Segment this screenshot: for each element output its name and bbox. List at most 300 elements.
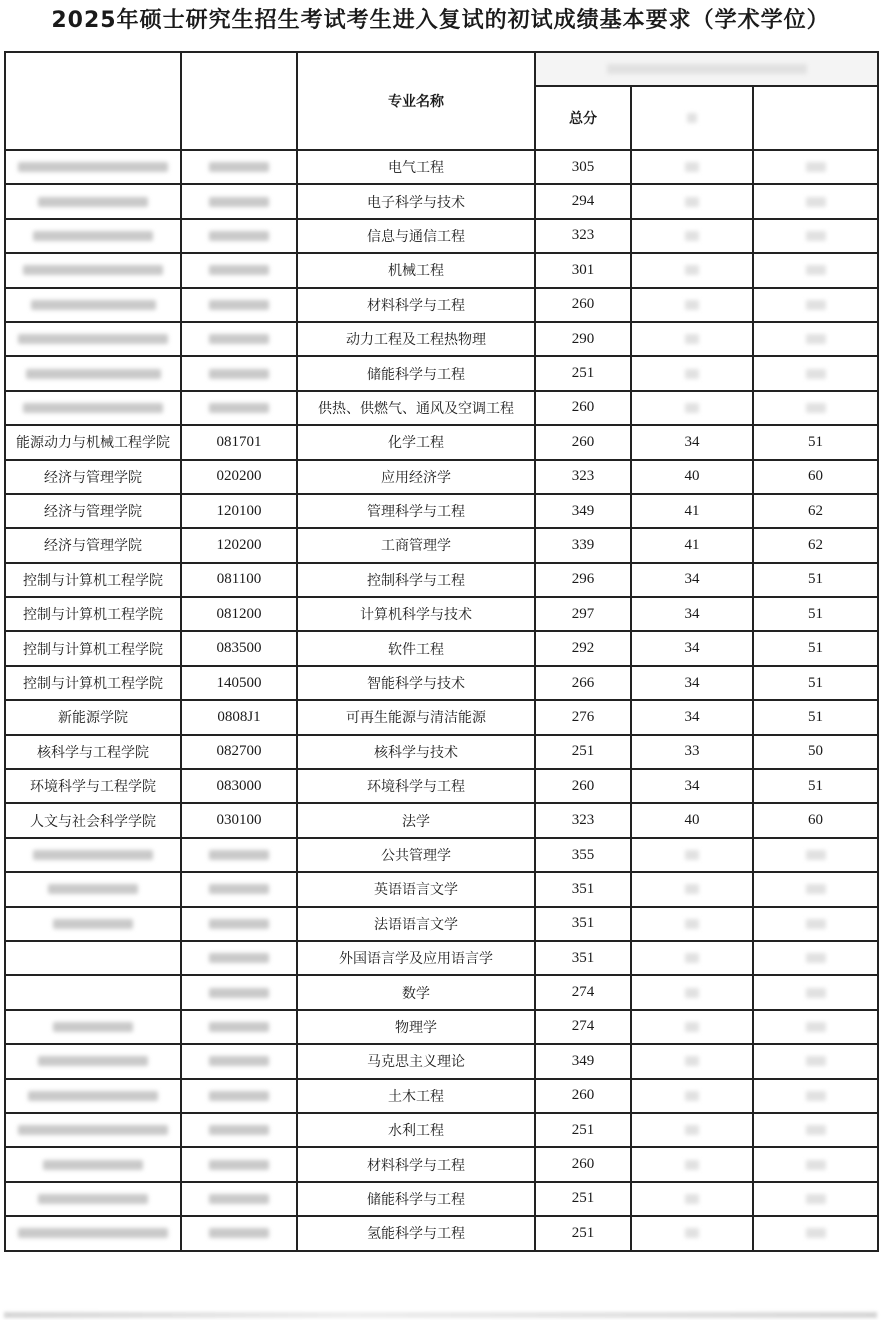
major-code-cell <box>181 1147 297 1181</box>
subject-score-1-cell <box>631 288 753 322</box>
table-row <box>5 1010 878 1044</box>
subject-score-2-cell <box>753 1216 878 1250</box>
major-name-cell: 应用经济学 <box>297 460 535 494</box>
cut-off-row <box>4 1312 877 1318</box>
college-cell <box>5 356 181 390</box>
redacted-mark <box>53 1022 133 1032</box>
major-code-cell <box>181 1079 297 1113</box>
subject-score-1-cell: 34 <box>631 666 753 700</box>
redacted-mark <box>685 369 699 379</box>
table-row <box>5 528 878 562</box>
major-code-cell <box>181 1010 297 1044</box>
redacted-mark <box>209 1228 269 1238</box>
redacted-mark <box>685 197 699 207</box>
college-cell: 控制与计算机工程学院 <box>5 597 181 631</box>
college-cell <box>5 838 181 872</box>
subject-score-2-cell: 51 <box>753 769 878 803</box>
redacted-mark <box>26 369 161 379</box>
major-code-cell: 120200 <box>181 528 297 562</box>
college-cell <box>5 219 181 253</box>
redacted-mark <box>806 1056 826 1066</box>
major-code-cell <box>181 872 297 906</box>
college-cell: 经济与管理学院 <box>5 528 181 562</box>
table-row <box>5 494 878 528</box>
major-name-cell: 储能科学与工程 <box>297 1182 535 1216</box>
major-code-cell <box>181 975 297 1009</box>
redacted-mark <box>685 300 699 310</box>
college-cell <box>5 1147 181 1181</box>
header-major-name: 专业名称 <box>297 52 535 150</box>
redacted-mark <box>28 1091 158 1101</box>
major-code-cell: 082700 <box>181 735 297 769</box>
redacted-mark <box>43 1160 143 1170</box>
table-row <box>5 563 878 597</box>
subject-score-1-cell <box>631 975 753 1009</box>
major-name-cell: 动力工程及工程热物理 <box>297 322 535 356</box>
redacted-mark <box>685 1194 699 1204</box>
major-code-cell: 081100 <box>181 563 297 597</box>
major-name-cell: 材料科学与工程 <box>297 288 535 322</box>
subject-score-2-cell <box>753 1182 878 1216</box>
subject-score-2-cell <box>753 1010 878 1044</box>
major-code-cell <box>181 356 297 390</box>
table-row <box>5 1113 878 1147</box>
redacted-mark <box>209 988 269 998</box>
redacted-mark <box>38 1194 148 1204</box>
table-row <box>5 941 878 975</box>
major-name-cell: 物理学 <box>297 1010 535 1044</box>
header-row-top <box>5 52 878 86</box>
total-score-cell: 351 <box>535 907 631 941</box>
major-code-cell <box>181 253 297 287</box>
total-score-cell: 260 <box>535 1079 631 1113</box>
college-cell <box>5 1113 181 1147</box>
subject-score-1-cell: 41 <box>631 494 753 528</box>
redacted-mark <box>806 1228 826 1238</box>
college-cell <box>5 253 181 287</box>
total-score-cell: 260 <box>535 288 631 322</box>
redacted-mark <box>209 300 269 310</box>
major-code-cell <box>181 1216 297 1250</box>
redacted-mark <box>53 919 133 929</box>
subject-score-2-cell <box>753 219 878 253</box>
redacted-mark <box>806 1125 826 1135</box>
college-cell <box>5 184 181 218</box>
redacted-mark <box>806 884 826 894</box>
table-row <box>5 1079 878 1113</box>
table-row <box>5 1044 878 1078</box>
college-cell <box>5 1079 181 1113</box>
total-score-cell: 296 <box>535 563 631 597</box>
header-subject-1 <box>631 86 753 150</box>
college-cell <box>5 975 181 1009</box>
redacted-mark <box>18 162 168 172</box>
subject-score-2-cell: 60 <box>753 803 878 837</box>
major-name-cell: 化学工程 <box>297 425 535 459</box>
subject-score-1-cell: 34 <box>631 631 753 665</box>
redacted-mark <box>209 850 269 860</box>
college-cell <box>5 872 181 906</box>
subject-score-2-cell: 51 <box>753 425 878 459</box>
major-code-cell: 0808J1 <box>181 700 297 734</box>
redacted-mark <box>685 334 699 344</box>
major-name-cell: 可再生能源与清洁能源 <box>297 700 535 734</box>
table-body <box>5 150 878 1251</box>
subject-score-1-cell: 40 <box>631 803 753 837</box>
major-code-cell <box>181 322 297 356</box>
redacted-mark <box>685 1160 699 1170</box>
college-cell: 经济与管理学院 <box>5 460 181 494</box>
redacted-mark <box>685 919 699 929</box>
redacted-mark <box>685 403 699 413</box>
major-code-cell <box>181 184 297 218</box>
table-row <box>5 322 878 356</box>
college-cell: 能源动力与机械工程学院 <box>5 425 181 459</box>
total-score-cell: 292 <box>535 631 631 665</box>
table-row <box>5 803 878 837</box>
subject-score-2-cell: 51 <box>753 563 878 597</box>
total-score-cell: 260 <box>535 391 631 425</box>
major-code-cell <box>181 219 297 253</box>
subject-score-2-cell <box>753 1113 878 1147</box>
redacted-mark <box>806 1091 826 1101</box>
subject-score-2-cell <box>753 322 878 356</box>
redacted-mark <box>685 988 699 998</box>
subject-score-1-cell: 33 <box>631 735 753 769</box>
score-table <box>4 51 879 1252</box>
redacted-mark <box>209 1160 269 1170</box>
college-cell <box>5 322 181 356</box>
major-name-cell: 水利工程 <box>297 1113 535 1147</box>
subject-score-2-cell: 62 <box>753 494 878 528</box>
subject-score-1-cell <box>631 322 753 356</box>
major-code-cell <box>181 391 297 425</box>
major-name-cell: 核科学与技术 <box>297 735 535 769</box>
major-code-cell: 083500 <box>181 631 297 665</box>
subject-score-1-cell <box>631 150 753 184</box>
major-name-cell: 数学 <box>297 975 535 1009</box>
total-score-cell: 260 <box>535 769 631 803</box>
subject-score-2-cell <box>753 253 878 287</box>
major-name-cell: 材料科学与工程 <box>297 1147 535 1181</box>
subject-score-1-cell: 34 <box>631 425 753 459</box>
redacted-mark <box>806 403 826 413</box>
redacted-mark <box>685 884 699 894</box>
major-name-cell: 智能科学与技术 <box>297 666 535 700</box>
total-score-cell: 266 <box>535 666 631 700</box>
subject-score-1-cell: 34 <box>631 700 753 734</box>
total-score-cell: 301 <box>535 253 631 287</box>
total-score-cell: 276 <box>535 700 631 734</box>
major-code-cell: 120100 <box>181 494 297 528</box>
major-code-cell: 083000 <box>181 769 297 803</box>
subject-score-2-cell <box>753 356 878 390</box>
redacted-mark <box>806 265 826 275</box>
table-row <box>5 735 878 769</box>
major-name-cell: 软件工程 <box>297 631 535 665</box>
redacted-mark <box>685 850 699 860</box>
redacted-mark <box>18 1125 168 1135</box>
total-score-cell: 251 <box>535 1182 631 1216</box>
redacted-mark <box>685 1125 699 1135</box>
major-name-cell: 氢能科学与工程 <box>297 1216 535 1250</box>
college-cell <box>5 391 181 425</box>
table-row <box>5 356 878 390</box>
major-code-cell: 081701 <box>181 425 297 459</box>
subject-score-2-cell <box>753 941 878 975</box>
redacted-mark <box>685 265 699 275</box>
major-name-cell: 控制科学与工程 <box>297 563 535 597</box>
total-score-cell: 251 <box>535 1113 631 1147</box>
redacted-mark <box>209 1125 269 1135</box>
table-row <box>5 253 878 287</box>
redacted-mark <box>806 953 826 963</box>
redacted-mark <box>806 162 826 172</box>
redacted-mark <box>806 1160 826 1170</box>
redacted-mark <box>806 300 826 310</box>
redacted-mark <box>209 1022 269 1032</box>
total-score-cell: 323 <box>535 460 631 494</box>
redacted-mark <box>38 197 148 207</box>
subject-score-1-cell <box>631 907 753 941</box>
redacted-mark <box>209 884 269 894</box>
redacted-mark <box>685 231 699 241</box>
college-cell <box>5 1010 181 1044</box>
major-name-cell: 储能科学与工程 <box>297 356 535 390</box>
total-score-cell: 351 <box>535 941 631 975</box>
subject-score-1-cell: 34 <box>631 597 753 631</box>
subject-score-1-cell <box>631 253 753 287</box>
major-name-cell: 土木工程 <box>297 1079 535 1113</box>
redacted-mark <box>209 334 269 344</box>
subject-score-2-cell <box>753 838 878 872</box>
major-name-cell: 电子科学与技术 <box>297 184 535 218</box>
total-score-cell: 260 <box>535 1147 631 1181</box>
subject-score-2-cell <box>753 150 878 184</box>
subject-score-2-cell: 51 <box>753 631 878 665</box>
major-code-cell <box>181 907 297 941</box>
college-cell <box>5 288 181 322</box>
total-score-cell: 274 <box>535 1010 631 1044</box>
total-score-cell: 274 <box>535 975 631 1009</box>
major-code-cell: 030100 <box>181 803 297 837</box>
header-college <box>5 52 181 150</box>
table-row <box>5 1147 878 1181</box>
redacted-mark <box>209 919 269 929</box>
major-name-cell: 环境科学与工程 <box>297 769 535 803</box>
total-score-cell: 349 <box>535 494 631 528</box>
major-name-cell: 信息与通信工程 <box>297 219 535 253</box>
table-row <box>5 184 878 218</box>
major-name-cell: 英语语言文学 <box>297 872 535 906</box>
subject-score-2-cell: 51 <box>753 700 878 734</box>
major-name-cell: 管理科学与工程 <box>297 494 535 528</box>
table-row <box>5 391 878 425</box>
subject-score-2-cell <box>753 1079 878 1113</box>
major-code-cell <box>181 1182 297 1216</box>
major-name-cell: 供热、供燃气、通风及空调工程 <box>297 391 535 425</box>
total-score-cell: 297 <box>535 597 631 631</box>
table-row <box>5 597 878 631</box>
subject-score-2-cell: 50 <box>753 735 878 769</box>
total-score-cell: 355 <box>535 838 631 872</box>
redacted-mark <box>806 1022 826 1032</box>
subject-score-2-cell <box>753 872 878 906</box>
redacted-mark <box>806 334 826 344</box>
table-row <box>5 838 878 872</box>
redacted-mark <box>685 1022 699 1032</box>
total-score-cell: 251 <box>535 356 631 390</box>
college-cell <box>5 941 181 975</box>
redacted-mark <box>48 884 138 894</box>
major-code-cell: 020200 <box>181 460 297 494</box>
college-cell: 人文与社会科学学院 <box>5 803 181 837</box>
subject-score-1-cell <box>631 219 753 253</box>
redacted-mark <box>209 1056 269 1066</box>
major-code-cell: 081200 <box>181 597 297 631</box>
major-code-cell <box>181 1113 297 1147</box>
redacted-mark <box>806 369 826 379</box>
subject-score-2-cell <box>753 184 878 218</box>
subject-score-1-cell <box>631 1044 753 1078</box>
subject-score-1-cell: 41 <box>631 528 753 562</box>
major-code-cell <box>181 941 297 975</box>
subject-score-1-cell <box>631 872 753 906</box>
subject-score-1-cell <box>631 391 753 425</box>
major-name-cell: 法学 <box>297 803 535 837</box>
subject-score-1-cell: 40 <box>631 460 753 494</box>
redacted-mark <box>209 162 269 172</box>
table-row <box>5 872 878 906</box>
redacted-mark <box>685 162 699 172</box>
college-cell: 新能源学院 <box>5 700 181 734</box>
college-cell: 控制与计算机工程学院 <box>5 631 181 665</box>
major-name-cell: 外国语言学及应用语言学 <box>297 941 535 975</box>
redacted-mark <box>806 919 826 929</box>
redacted-mark <box>209 953 269 963</box>
major-name-cell: 法语语言文学 <box>297 907 535 941</box>
redacted-mark <box>18 334 168 344</box>
subject-score-2-cell: 51 <box>753 597 878 631</box>
total-score-cell: 251 <box>535 735 631 769</box>
major-name-cell: 计算机科学与技术 <box>297 597 535 631</box>
subject-score-1-cell <box>631 1079 753 1113</box>
subject-score-2-cell <box>753 975 878 1009</box>
college-cell: 核科学与工程学院 <box>5 735 181 769</box>
major-code-cell <box>181 1044 297 1078</box>
subject-score-1-cell <box>631 1113 753 1147</box>
redacted-mark <box>806 1194 826 1204</box>
college-cell <box>5 907 181 941</box>
table-row <box>5 460 878 494</box>
subject-score-1-cell <box>631 356 753 390</box>
page-title: 2025年硕士研究生招生考试考生进入复试的初试成绩基本要求（学术学位） <box>51 8 830 33</box>
header-score-group <box>535 52 878 86</box>
college-cell: 经济与管理学院 <box>5 494 181 528</box>
subject-score-1-cell <box>631 184 753 218</box>
subject-score-2-cell <box>753 1147 878 1181</box>
subject-score-2-cell <box>753 1044 878 1078</box>
table-row <box>5 975 878 1009</box>
subject-score-2-cell <box>753 391 878 425</box>
college-cell: 控制与计算机工程学院 <box>5 563 181 597</box>
redacted-mark <box>685 1056 699 1066</box>
redacted-mark <box>209 403 269 413</box>
subject-score-1-cell: 34 <box>631 563 753 597</box>
major-code-cell <box>181 150 297 184</box>
total-score-cell: 290 <box>535 322 631 356</box>
table-row <box>5 288 878 322</box>
subject-score-1-cell <box>631 1147 753 1181</box>
redacted-mark <box>806 850 826 860</box>
major-name-cell: 电气工程 <box>297 150 535 184</box>
table-row <box>5 631 878 665</box>
subject-score-2-cell: 60 <box>753 460 878 494</box>
subject-score-1-cell <box>631 1216 753 1250</box>
total-score-cell: 339 <box>535 528 631 562</box>
redacted-mark <box>209 1091 269 1101</box>
total-score-cell: 351 <box>535 872 631 906</box>
redacted-mark <box>38 1056 148 1066</box>
college-cell <box>5 1182 181 1216</box>
table-row <box>5 1216 878 1250</box>
subject-score-1-cell <box>631 1010 753 1044</box>
redacted-mark <box>209 197 269 207</box>
college-cell <box>5 150 181 184</box>
subject-score-2-cell: 62 <box>753 528 878 562</box>
redacted-mark <box>685 1228 699 1238</box>
major-name-cell: 机械工程 <box>297 253 535 287</box>
table-row <box>5 769 878 803</box>
subject-score-1-cell <box>631 838 753 872</box>
subject-score-1-cell <box>631 941 753 975</box>
table-row <box>5 425 878 459</box>
redacted-mark <box>685 1091 699 1101</box>
redacted-mark <box>685 953 699 963</box>
total-score-cell: 251 <box>535 1216 631 1250</box>
total-score-cell: 349 <box>535 1044 631 1078</box>
college-cell <box>5 1216 181 1250</box>
total-score-cell: 260 <box>535 425 631 459</box>
redacted-mark <box>806 231 826 241</box>
major-name-cell: 公共管理学 <box>297 838 535 872</box>
table-row <box>5 1182 878 1216</box>
table-row <box>5 666 878 700</box>
redacted-mark <box>23 265 163 275</box>
college-cell: 控制与计算机工程学院 <box>5 666 181 700</box>
redacted-mark <box>209 231 269 241</box>
total-score-cell: 323 <box>535 219 631 253</box>
header-subject-2 <box>753 86 878 150</box>
major-name-cell: 马克思主义理论 <box>297 1044 535 1078</box>
redacted-mark <box>23 403 163 413</box>
table-row <box>5 907 878 941</box>
college-cell <box>5 1044 181 1078</box>
header-total-score: 总分 <box>535 86 631 150</box>
major-name-cell: 工商管理学 <box>297 528 535 562</box>
major-code-cell <box>181 288 297 322</box>
total-score-cell: 305 <box>535 150 631 184</box>
header-code <box>181 52 297 150</box>
subject-score-1-cell: 34 <box>631 769 753 803</box>
redacted-mark <box>33 231 153 241</box>
college-cell: 环境科学与工程学院 <box>5 769 181 803</box>
redacted-mark <box>33 850 153 860</box>
redacted-mark <box>806 197 826 207</box>
redacted-mark <box>18 1228 168 1238</box>
subject-score-1-cell <box>631 1182 753 1216</box>
table-row <box>5 700 878 734</box>
